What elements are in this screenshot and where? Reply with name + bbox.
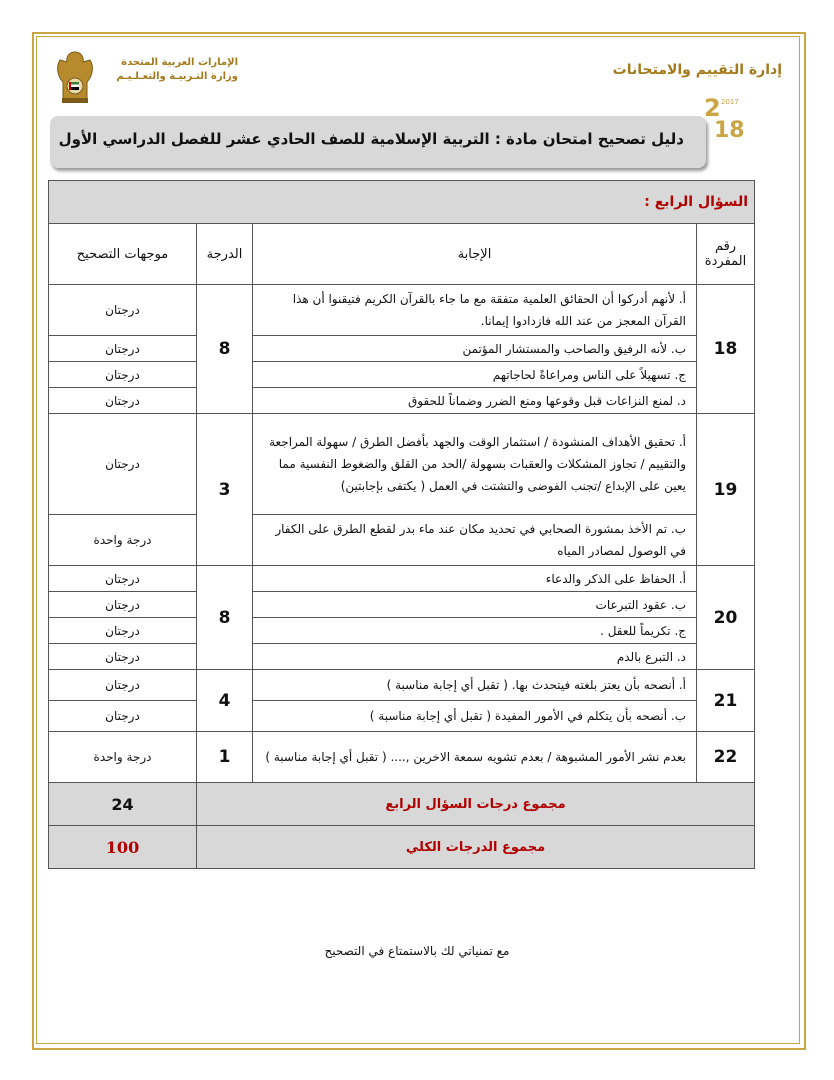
answer-cell: ج. تسهيلاً على الناس ومراعاةً لحاجاتهم	[253, 362, 697, 388]
answer-cell: ب. أنصحه بأن يتكلم في الأمور المفيدة ( تقبل أي إجابة مناسبة )	[253, 701, 697, 732]
table-row	[49, 414, 755, 515]
year-logo-end: 18	[714, 118, 745, 140]
score-cell: 4	[197, 670, 253, 732]
table-row	[49, 670, 755, 701]
year-2018-logo	[700, 92, 748, 140]
table-row	[49, 592, 755, 618]
guide-cell: درجتان	[49, 388, 197, 414]
grand-total-value: 100	[49, 826, 197, 869]
answer-cell: أ. الحفاظ على الذكر والدعاء	[253, 566, 697, 592]
title-banner	[50, 116, 706, 168]
column-score: الدرجة	[197, 224, 253, 285]
score-cell: 8	[197, 566, 253, 670]
table-row	[49, 285, 755, 336]
ministry-line-2: وزارة التـربيـة والتعـلـيـم	[116, 71, 238, 82]
uae-emblem-icon	[52, 48, 98, 106]
score-cell: 1	[197, 732, 253, 783]
table-row	[49, 644, 755, 670]
answer-cell: بعدم نشر الأمور المشبوهة / بعدم تشويه سمعة الاخرين ,.... ( تقبل أي إجابة مناسبة )	[253, 732, 697, 783]
table-row	[49, 566, 755, 592]
question-total-row	[49, 783, 755, 826]
guide-cell: درجتان	[49, 566, 197, 592]
guide-cell: درجتان	[49, 670, 197, 701]
question-header-row	[49, 181, 755, 224]
question-header: السؤال الرابع :	[49, 181, 755, 224]
department-name: إدارة التقييم والامتحانات	[612, 62, 782, 78]
document-title: دليل تصحيح امتحان مادة : التربية الإسلامية للصف الحادي عشر للفصل الدراسي الأول	[58, 130, 684, 148]
table-row	[49, 732, 755, 783]
answer-cell: د. لمنع النزاعات قبل وقوعها ومنع الضرر وضماناً للحقوق	[253, 388, 697, 414]
year-logo-small: 2017	[721, 98, 739, 106]
column-item-number: رقم المفردة	[697, 224, 755, 285]
grand-total-row	[49, 826, 755, 869]
table-row	[49, 515, 755, 566]
table-row	[49, 701, 755, 732]
year-logo-digit: 2	[704, 94, 721, 122]
table-row	[49, 336, 755, 362]
item-number: 21	[697, 670, 755, 732]
column-guide: موجهات التصحيح	[49, 224, 197, 285]
answer-cell: أ. لأنهم أدركوا أن الحقائق العلمية متفقة مع ما جاء بالقرآن الكريم فتيقنوا أن هذا القرآن المعجز من عند الله فازدادوا إيمانا.	[253, 285, 697, 336]
table-row	[49, 388, 755, 414]
guide-cell: درجتان	[49, 362, 197, 388]
correction-table	[48, 180, 755, 869]
ministry-line-1: الإمارات العربية المتحدة	[121, 57, 238, 68]
item-number: 18	[697, 285, 755, 414]
guide-cell: درجتان	[49, 701, 197, 732]
answer-cell: ب. لأنه الرفيق والصاحب والمستشار المؤتمن	[253, 336, 697, 362]
guide-cell: درجتان	[49, 414, 197, 515]
answer-cell: ب. عقود التبرعات	[253, 592, 697, 618]
table-row	[49, 618, 755, 644]
item-number: 22	[697, 732, 755, 783]
guide-cell: درجتان	[49, 618, 197, 644]
answer-cell: ب. تم الأخذ بمشورة الصحابي في تحديد مكان عند ماء بدر لقطع الطرق على الكفار في الوصول لمصادر المياه	[253, 515, 697, 566]
question-total-label: مجموع درجات السؤال الرابع	[197, 783, 755, 826]
score-cell: 8	[197, 285, 253, 414]
answer-cell: د. التبرع بالدم	[253, 644, 697, 670]
guide-cell: درجتان	[49, 592, 197, 618]
table-row	[49, 362, 755, 388]
guide-cell: درجتان	[49, 336, 197, 362]
guide-cell: درجتان	[49, 285, 197, 336]
ministry-name	[98, 56, 238, 84]
guide-cell: درجتان	[49, 644, 197, 670]
grand-total-label: مجموع الدرجات الكلي	[197, 826, 755, 869]
column-header-row	[49, 224, 755, 285]
footer-note: مع تمنياتي لك بالاستمتاع في التصحيح	[324, 944, 510, 958]
item-number: 19	[697, 414, 755, 566]
guide-cell: درجة واحدة	[49, 515, 197, 566]
answer-cell: أ. أنصحه بأن يعتز بلغته فيتحدث بها. ( تقبل أي إجابة مناسبة )	[253, 670, 697, 701]
guide-cell: درجة واحدة	[49, 732, 197, 783]
score-cell: 3	[197, 414, 253, 566]
question-total-value: 24	[49, 783, 197, 826]
column-answer: الإجابة	[253, 224, 697, 285]
item-number: 20	[697, 566, 755, 670]
answer-cell: أ. تحقيق الأهداف المنشودة / استثمار الوقت والجهد بأفضل الطرق / سهولة المراجعة والتقييم / تجاوز المشكلات والعقبات بسهولة /الحد من القلق والضغوط النفسية مما يعين على الإبداع /تجنب الفوضى والتشتت في العمل ( يكتفى بإجابتين)	[253, 414, 697, 515]
answer-cell: ج. تكريماً للعقل .	[253, 618, 697, 644]
